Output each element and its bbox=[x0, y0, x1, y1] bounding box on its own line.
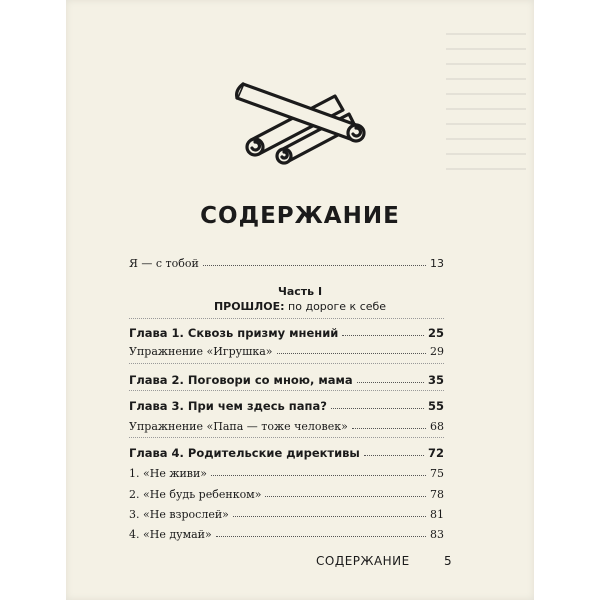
toc-entry-page: 25 bbox=[427, 326, 444, 340]
toc-entry-label: 1. «Не живи» bbox=[129, 467, 208, 480]
toc-entry-page: 83 bbox=[430, 528, 444, 541]
toc-entry-label: Глава 2. Поговори со мною, мама bbox=[129, 373, 353, 387]
toc-entry[interactable] bbox=[129, 460, 444, 480]
toc-entry-label: 4. «Не думай» bbox=[129, 528, 212, 541]
dot-leader bbox=[277, 353, 427, 354]
part-subtitle-bold: ПРОШЛОЕ: bbox=[213, 300, 285, 313]
toc-entry[interactable] bbox=[129, 413, 444, 433]
part-subtitle-rest: по дороге к себе bbox=[284, 300, 387, 313]
toc-entry[interactable] bbox=[129, 501, 444, 521]
toc-entry-page: 55 bbox=[427, 399, 444, 413]
dot-leader bbox=[357, 382, 424, 383]
dot-leader bbox=[216, 536, 426, 537]
section-divider bbox=[129, 318, 444, 319]
dot-leader bbox=[203, 265, 426, 266]
dot-leader bbox=[352, 428, 426, 429]
toc-entry-page: 72 bbox=[427, 446, 444, 460]
section-divider bbox=[129, 437, 444, 438]
toc-entry-page: 29 bbox=[430, 345, 444, 358]
toc-entry[interactable] bbox=[129, 320, 444, 340]
toc-title: СОДЕРЖАНИЕ bbox=[200, 203, 400, 229]
dot-leader bbox=[342, 335, 424, 336]
toc-entry[interactable] bbox=[129, 440, 444, 460]
part-label: Часть I bbox=[277, 285, 323, 298]
dot-leader bbox=[265, 496, 426, 497]
toc-entry-page: 13 bbox=[430, 257, 444, 270]
toc-entry-label: Упражнение «Папа — тоже человек» bbox=[129, 420, 348, 433]
dot-leader bbox=[364, 455, 424, 456]
toc-entry-page: 35 bbox=[427, 373, 444, 387]
toc-entry-label: 3. «Не взрослей» bbox=[129, 508, 229, 521]
toc-entry-label: 2. «Не будь ребенком» bbox=[129, 488, 262, 501]
toc-entry[interactable] bbox=[129, 338, 444, 358]
part-subtitle bbox=[66, 300, 534, 313]
toc-entry-label: Глава 3. При чем здесь папа? bbox=[129, 399, 327, 413]
toc-entry-page: 75 bbox=[430, 467, 444, 480]
cinnamon-sticks-icon bbox=[231, 70, 373, 166]
toc-entry[interactable] bbox=[129, 481, 444, 501]
toc-entry-label: Глава 4. Родительские директивы bbox=[129, 446, 360, 460]
dot-leader bbox=[211, 475, 426, 476]
toc-entry-page: 78 bbox=[430, 488, 444, 501]
toc-intro-entry[interactable] bbox=[129, 250, 444, 270]
section-divider bbox=[129, 363, 444, 364]
book-page bbox=[66, 0, 534, 600]
dot-leader bbox=[331, 408, 424, 409]
toc-entry[interactable] bbox=[129, 393, 444, 413]
toc-entry-page: 81 bbox=[430, 508, 444, 521]
dot-leader bbox=[233, 516, 426, 517]
toc-entry[interactable] bbox=[129, 367, 444, 387]
toc-entry-label: Глава 1. Сквозь призму мнений bbox=[129, 326, 339, 340]
toc-entry-label: Я — с тобой bbox=[129, 257, 199, 270]
bleed-through-text bbox=[446, 20, 526, 190]
toc-entry-page: 68 bbox=[430, 420, 444, 433]
page-number: 5 bbox=[444, 554, 453, 568]
toc-entry[interactable] bbox=[129, 521, 444, 541]
section-divider bbox=[129, 390, 444, 391]
running-footer-section: СОДЕРЖАНИЕ bbox=[316, 554, 410, 568]
toc-entry-label: Упражнение «Игрушка» bbox=[129, 345, 273, 358]
